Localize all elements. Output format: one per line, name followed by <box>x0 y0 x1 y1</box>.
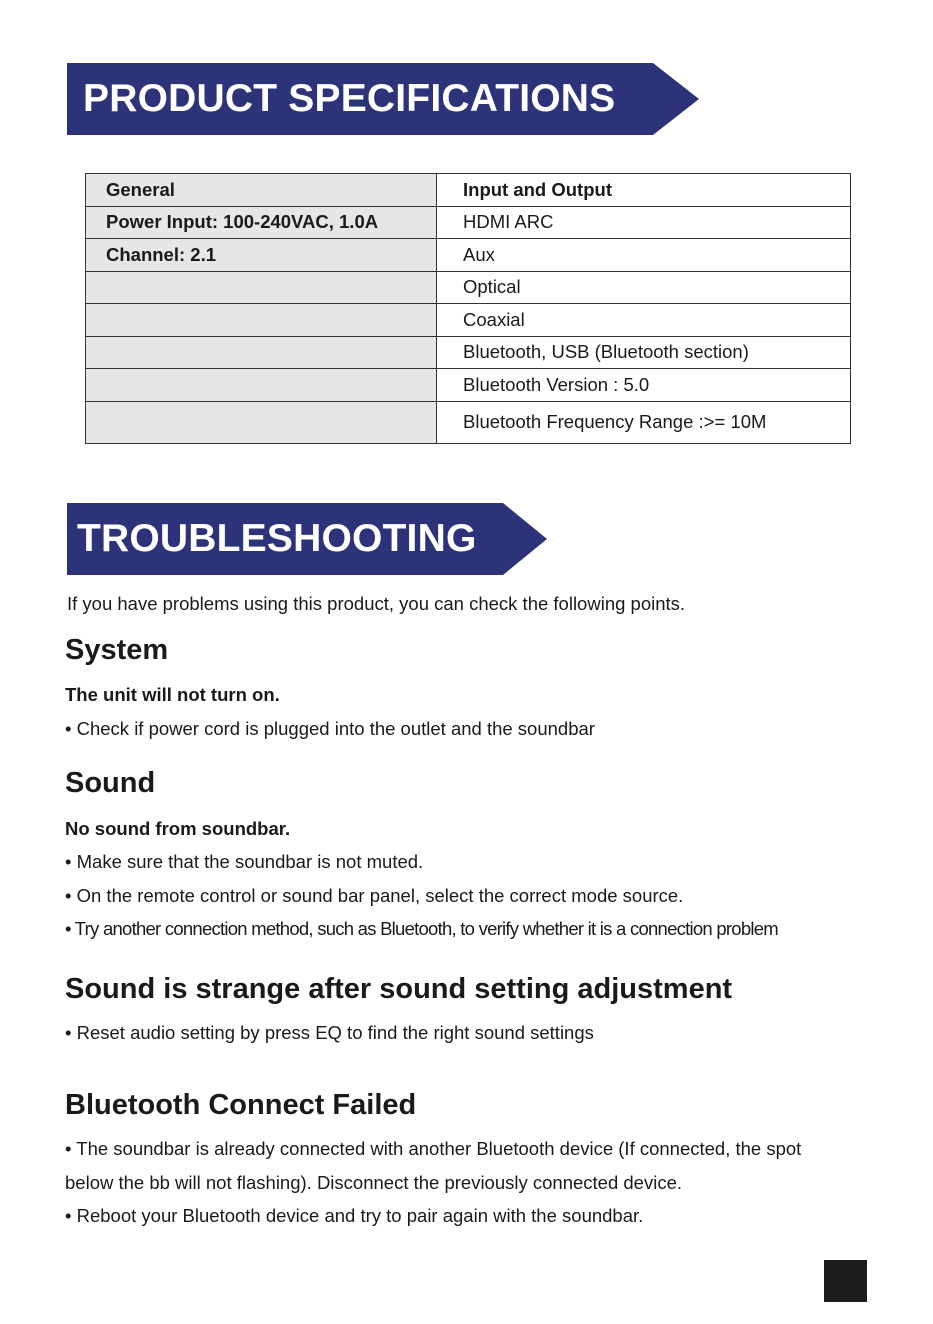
banner-title: PRODUCT SPECIFICATIONS <box>83 77 616 120</box>
bullet-item-continued: below the bb will not flashing). Disconnect the previously connected device. <box>65 1172 683 1193</box>
table-cell-channel: Channel: 2.1 <box>86 239 437 272</box>
bullet-item: • Reboot your Bluetooth device and try to pair again with the soundbar. <box>65 1205 644 1226</box>
page-marker-box <box>824 1260 867 1302</box>
table-cell-bluetooth-version: Bluetooth Version : 5.0 <box>437 369 851 402</box>
table-cell-optical: Optical <box>437 271 851 304</box>
product-specifications-banner <box>67 63 699 135</box>
intro-text: If you have problems using this product, you can check the following points. <box>67 593 686 614</box>
table-row <box>86 174 851 207</box>
specifications-table <box>85 173 851 444</box>
section-heading-sound: Sound <box>65 767 156 799</box>
bullet-item: • Make sure that the soundbar is not muted. <box>65 851 424 872</box>
table-cell-empty <box>86 304 437 337</box>
table-cell-bluetooth-range: Bluetooth Frequency Range :>= 10M <box>437 401 851 443</box>
table-row <box>86 239 851 272</box>
bullet-item: • Try another connection method, such as Bluetooth, to verify whether it is a connection problem <box>65 918 778 939</box>
table-row <box>86 369 851 402</box>
table-cell-input-output: Input and Output <box>437 174 851 207</box>
table-cell-power-input: Power Input: 100-240VAC, 1.0A <box>86 206 437 239</box>
bullet-item: • The soundbar is already connected with another Bluetooth device (If connected, the spot <box>65 1138 802 1159</box>
table-cell-empty <box>86 336 437 369</box>
table-row <box>86 271 851 304</box>
table-cell-empty <box>86 401 437 443</box>
bullet-item: • Check if power cord is plugged into the outlet and the soundbar <box>65 718 595 739</box>
section-heading-bluetooth-failed: Bluetooth Connect Failed <box>65 1089 417 1121</box>
table-cell-aux: Aux <box>437 239 851 272</box>
banner-title: TROUBLESHOOTING <box>77 517 477 560</box>
table-cell-hdmi-arc: HDMI ARC <box>437 206 851 239</box>
table-cell-general: General <box>86 174 437 207</box>
issue-title: No sound from soundbar. <box>65 818 291 839</box>
issue-title: The unit will not turn on. <box>65 684 280 705</box>
table-cell-coaxial: Coaxial <box>437 304 851 337</box>
table-row <box>86 304 851 337</box>
table-cell-bluetooth-usb: Bluetooth, USB (Bluetooth section) <box>437 336 851 369</box>
section-heading-sound-strange: Sound is strange after sound setting adjustment <box>65 973 733 1005</box>
table-row <box>86 336 851 369</box>
bullet-item: • Reset audio setting by press EQ to find the right sound settings <box>65 1022 594 1043</box>
table-row <box>86 206 851 239</box>
table-cell-empty <box>86 369 437 402</box>
bullet-item: • On the remote control or sound bar panel, select the correct mode source. <box>65 885 684 906</box>
troubleshooting-banner <box>67 503 547 575</box>
table-row <box>86 401 851 443</box>
section-heading-system: System <box>65 634 169 666</box>
table-cell-empty <box>86 271 437 304</box>
